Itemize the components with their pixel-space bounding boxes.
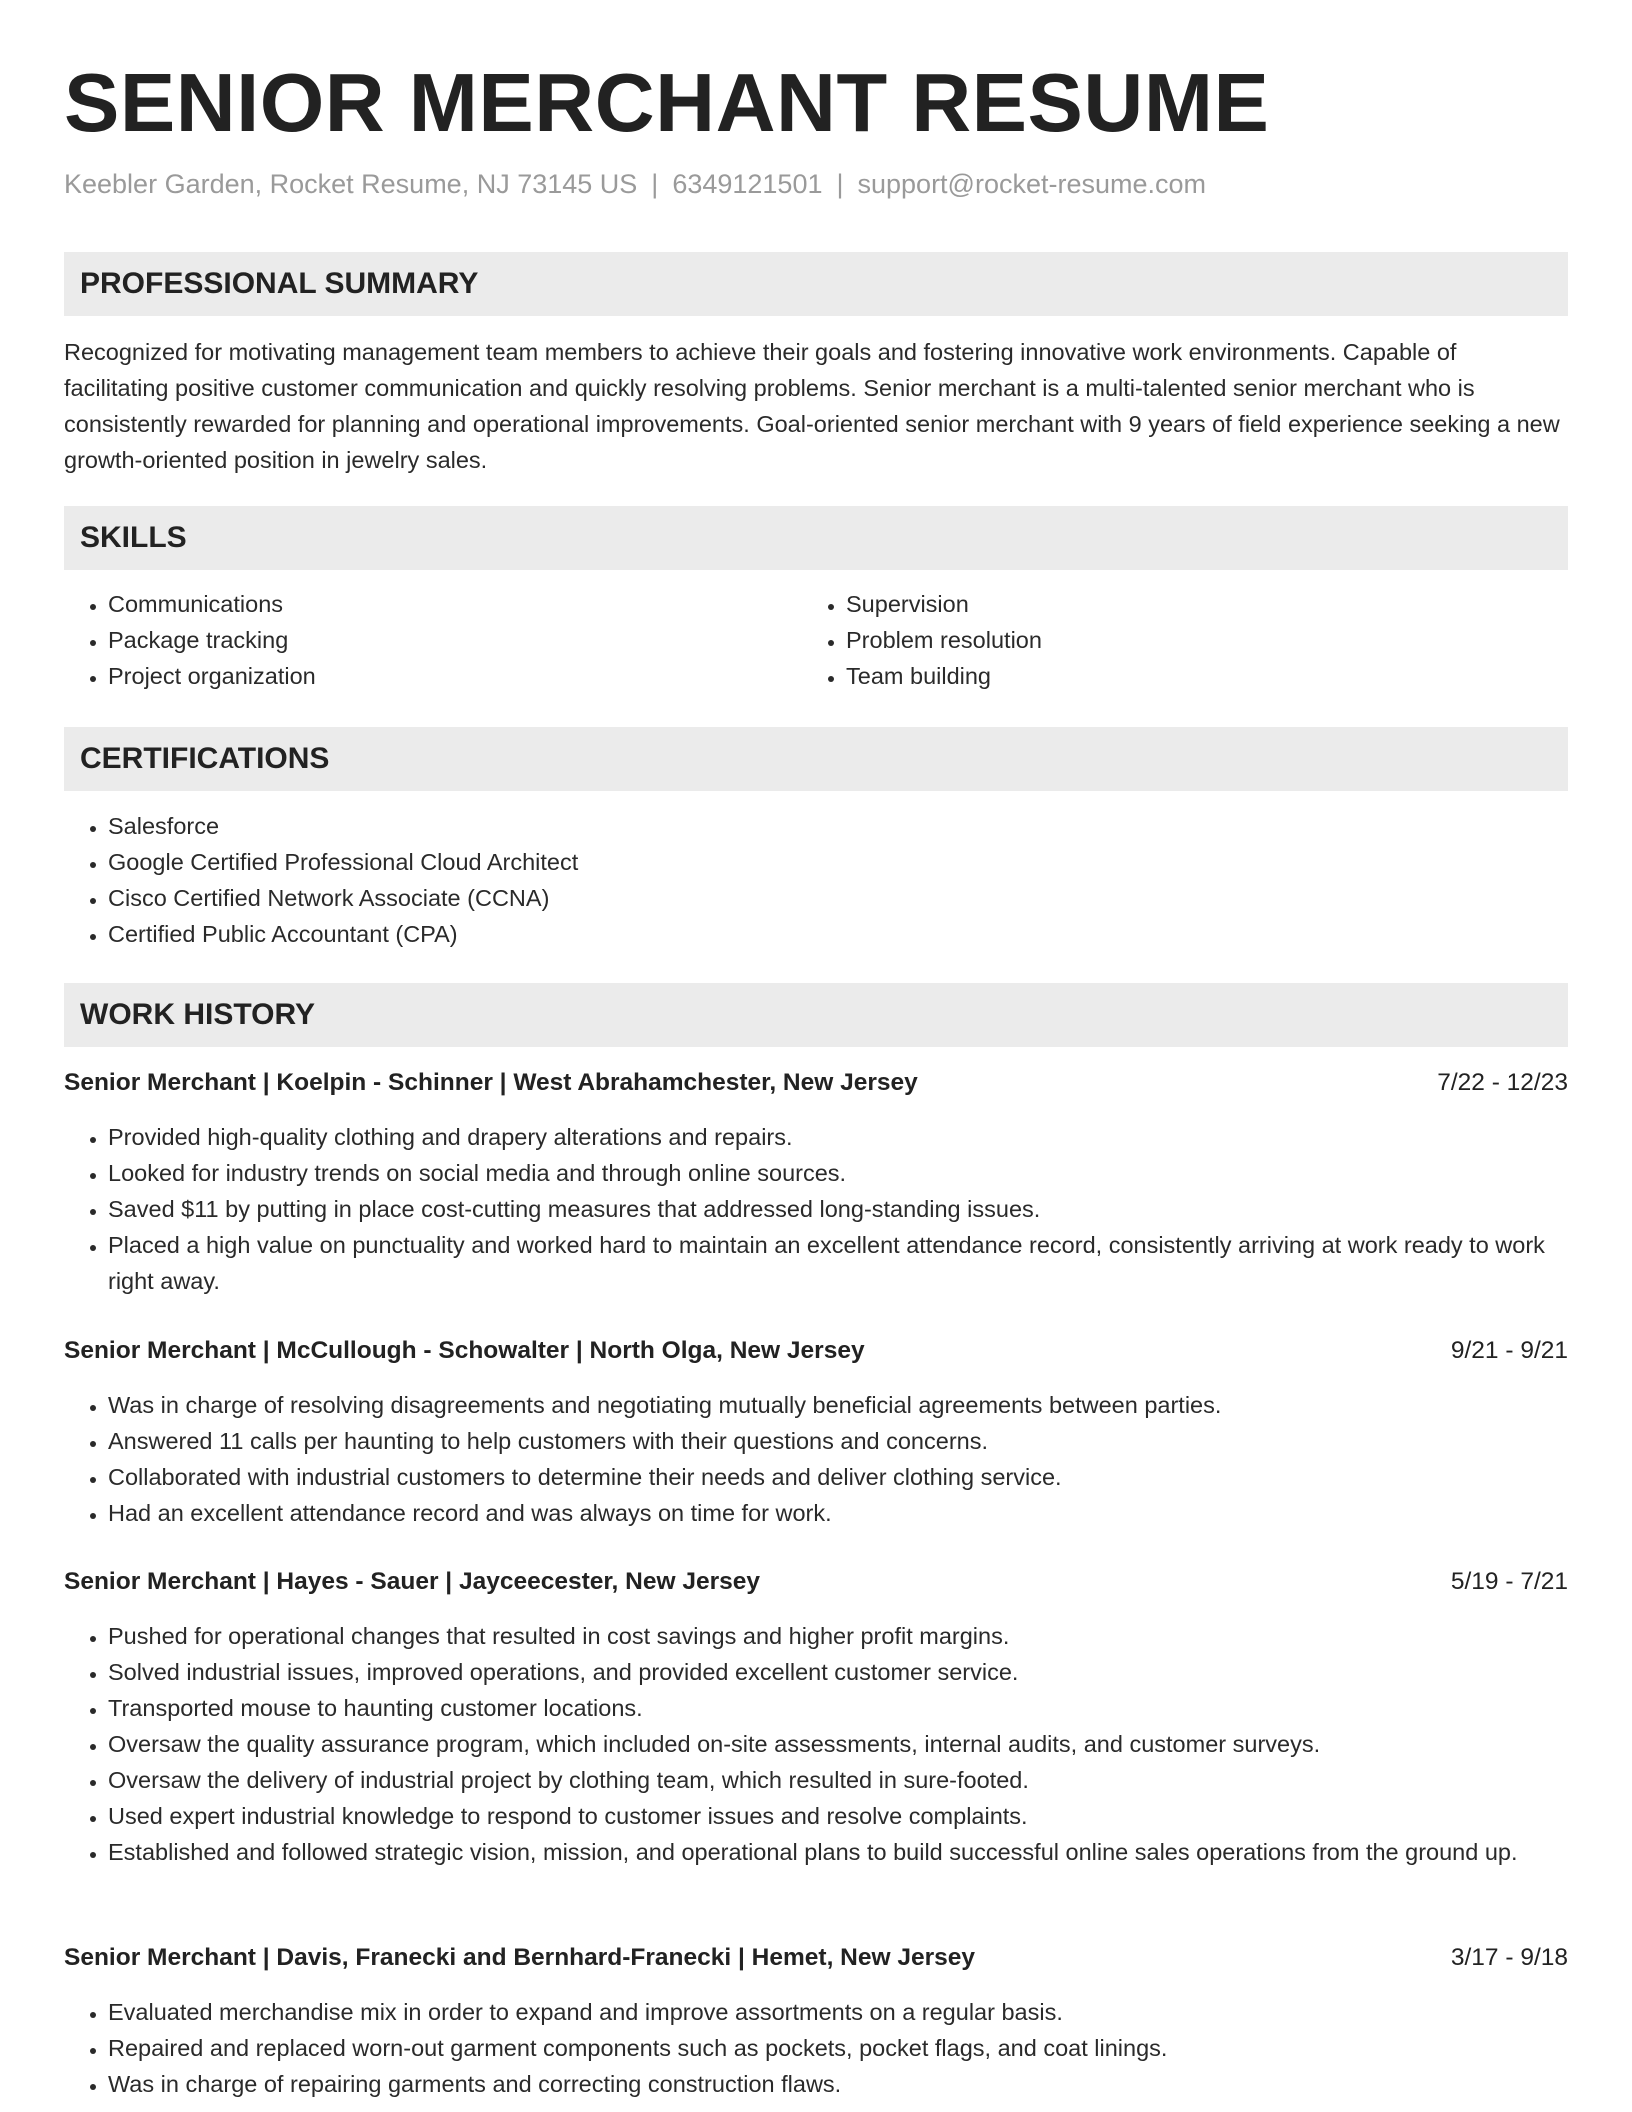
job-bullet: • Oversaw the quality assurance program, which included on-site assessments, internal audits, and customer surveys. [108,1726,1568,1762]
certification-item: • Certified Public Accountant (CPA) [108,916,1568,952]
job-bullet: • Had an excellent attendance record and was always on time for work. [108,1495,1568,1531]
work-history-heading: WORK HISTORY [80,998,316,1031]
skill-item: • Supervision [846,586,1546,622]
job-title: Senior Merchant | Davis, Franecki and Bernhard-Franecki | Hemet, New Jersey [64,1944,976,1971]
certifications-section-header [64,727,1568,791]
skill-item: • Project organization [108,658,808,694]
summary-text: Recognized for motivating management team members to achieve their goals and fostering innovative work environments. Capable of facilitating positive customer communication and quickly resolving problems. Senior merchant is a multi-talented senior merchant who is consistently rewarded for planning and operational improvements. Goal-oriented senior merchant with 9 years of field experience seeking a new growth-oriented position in jewelry sales. [64,339,1560,473]
job-bullets [64,1994,1568,2102]
job-bullet: • Looked for industry trends on social media and through online sources. [108,1155,1568,1191]
certification-item: • Salesforce [108,808,1568,844]
job-bullet: • Oversaw the delivery of industrial project by clothing team, which resulted in sure-footed. [108,1762,1568,1798]
certification-item: • Google Certified Professional Cloud Architect [108,844,1568,880]
certifications-list [64,808,1568,952]
job-bullet: • Saved $11 by putting in place cost-cutting measures that addressed long-standing issues. [108,1191,1568,1227]
skill-item: • Problem resolution [846,622,1546,658]
skills-list-right [802,586,1546,694]
certifications-heading: CERTIFICATIONS [80,742,330,775]
job-header [64,1065,1568,1101]
job-header [64,1333,1568,1369]
resume-title: SENIOR MERCHANT RESUME [64,56,1270,149]
summary-section-header [64,252,1568,316]
job-bullet: • Repaired and replaced worn-out garment components such as pockets, pocket flags, and coat linings. [108,2030,1568,2066]
job-bullet: • Was in charge of repairing garments and correcting construction flaws. [108,2066,1568,2102]
job-bullet: • Pushed for operational changes that resulted in cost savings and higher profit margins. [108,1618,1568,1654]
job-bullet: • Was in charge of resolving disagreements and negotiating mutually beneficial agreements between parties. [108,1387,1568,1423]
contact-phone: 6349121501 [672,169,823,199]
skill-item: • Communications [108,586,808,622]
job-header [64,1564,1568,1600]
contact-separator: | [651,169,659,199]
job-bullet: • Evaluated merchandise mix in order to expand and improve assortments on a regular basis. [108,1994,1568,2030]
job-bullet: • Solved industrial issues, improved operations, and provided excellent customer service. [108,1654,1568,1690]
contact-email: support@rocket-resume.com [857,169,1207,199]
job-dates: 3/17 - 9/18 [1450,1944,1568,1971]
job-bullets [64,1387,1568,1531]
job-bullet: • Established and followed strategic vision, mission, and operational plans to build successful online sales operations from the ground up. [108,1834,1568,1870]
skill-item: • Team building [846,658,1546,694]
skills-section-header [64,506,1568,570]
job-bullet: • Placed a high value on punctuality and worked hard to maintain an excellent attendance record, consistently arriving at work ready to work right away. [108,1227,1568,1299]
job-bullet: • Collaborated with industrial customers to determine their needs and deliver clothing service. [108,1459,1568,1495]
work-history-section-header [64,983,1568,1047]
job-title: Senior Merchant | McCullough - Schowalter | North Olga, New Jersey [64,1337,865,1364]
contact-line [64,166,1206,202]
skill-item: • Package tracking [108,622,808,658]
job-bullet: • Transported mouse to haunting customer locations. [108,1690,1568,1726]
summary-heading: PROFESSIONAL SUMMARY [80,267,479,300]
contact-address: Keebler Garden, Rocket Resume, NJ 73145 US [64,169,638,199]
job-title: Senior Merchant | Koelpin - Schinner | West Abrahamchester, New Jersey [64,1069,918,1096]
job-bullet: • Used expert industrial knowledge to respond to customer issues and resolve complaints. [108,1798,1568,1834]
job-dates: 5/19 - 7/21 [1450,1568,1568,1595]
job-title: Senior Merchant | Hayes - Sauer | Jayceecester, New Jersey [64,1568,761,1595]
skills-heading: SKILLS [80,521,187,554]
job-bullet: • Provided high-quality clothing and drapery alterations and repairs. [108,1119,1568,1155]
job-bullets [64,1618,1568,1870]
job-bullets [64,1119,1568,1299]
job-dates: 9/21 - 9/21 [1450,1337,1568,1364]
contact-separator: | [836,169,844,199]
skills-list-left [64,586,808,694]
job-dates: 7/22 - 12/23 [1437,1069,1568,1096]
job-header [64,1940,1568,1976]
certification-item: • Cisco Certified Network Associate (CCNA) [108,880,1568,916]
job-bullet: • Answered 11 calls per haunting to help customers with their questions and concerns. [108,1423,1568,1459]
